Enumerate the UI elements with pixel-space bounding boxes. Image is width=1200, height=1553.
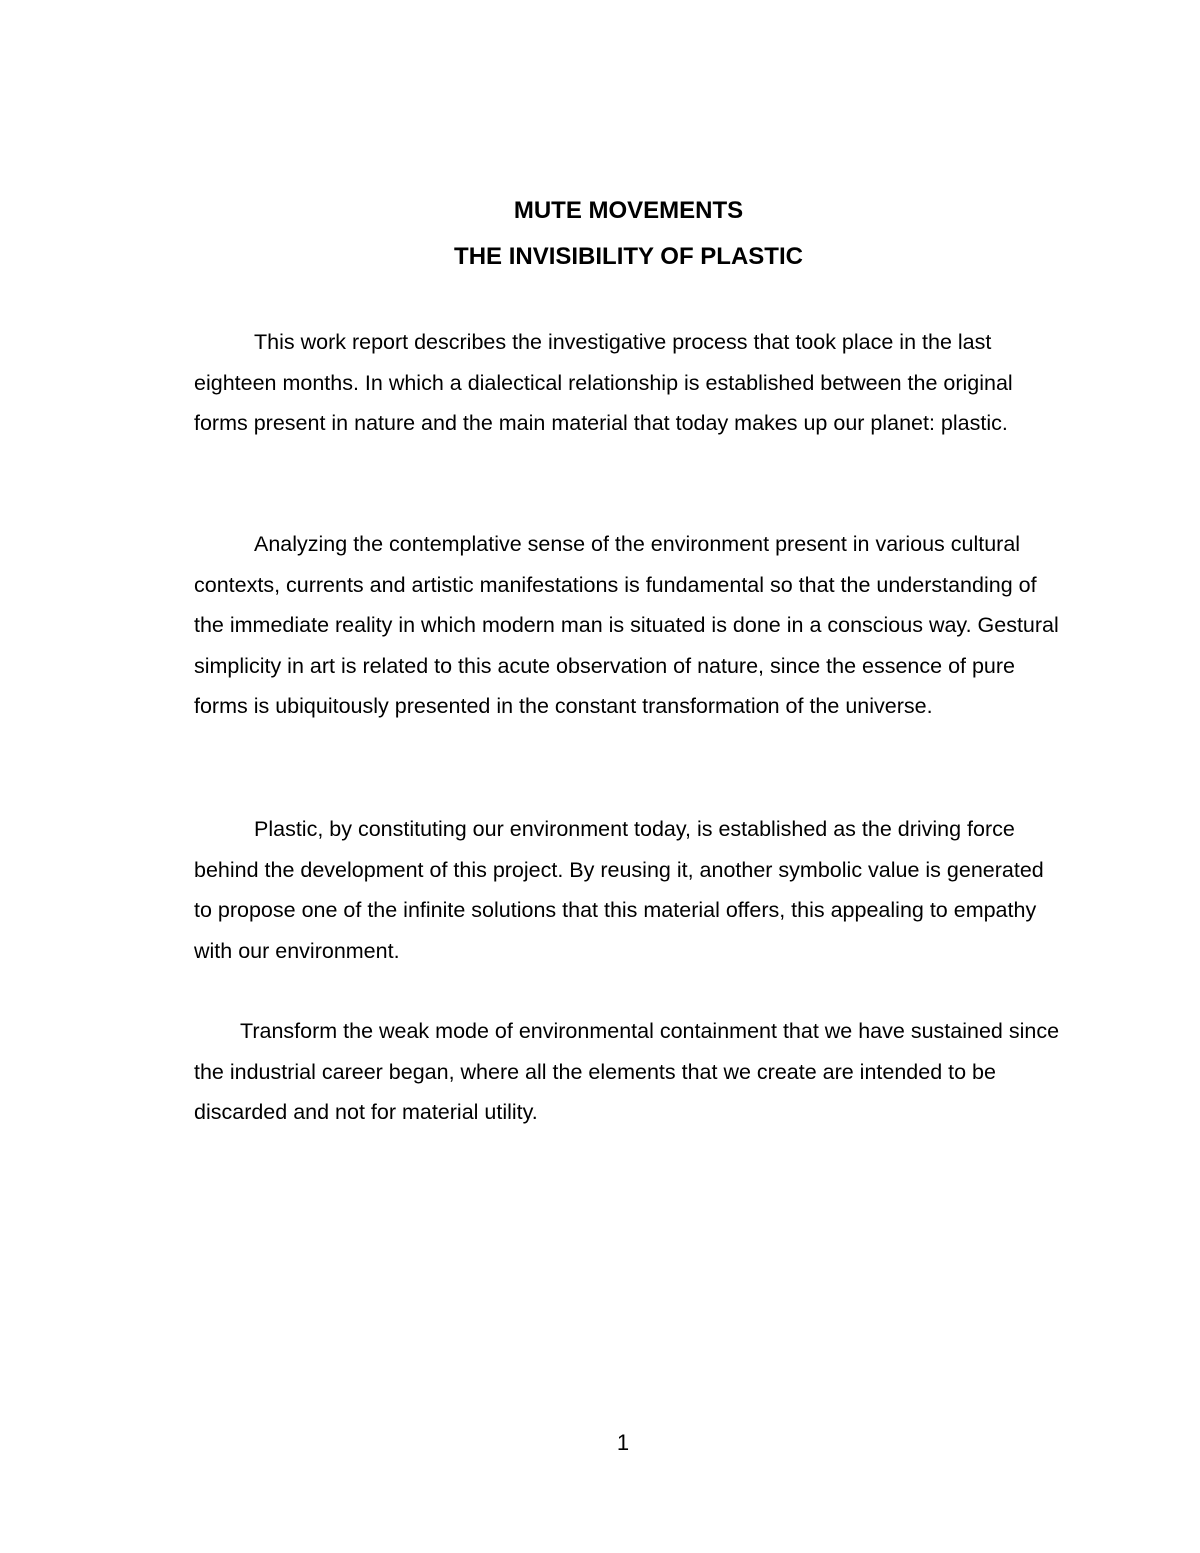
title-block xyxy=(0,188,1200,280)
document-subtitle: THE INVISIBILITY OF PLASTIC xyxy=(454,243,803,270)
document-title: MUTE MOVEMENTS xyxy=(513,197,744,224)
paragraph-3: Plastic, by constituting our environment today, is established as the driving force behind the development of this project. By reusing it, another symbolic value is generated to propose one of the infinite solutions that this material offers, this appealing to empathy with our environment. xyxy=(194,817,1044,963)
paragraph-4: Transform the weak mode of environmental containment that we have sustained since the industrial career began, where all the elements that we create are intended to be discarded and not for material utility. xyxy=(194,1019,1060,1124)
page-number: 1 xyxy=(616,1430,630,1455)
page-number-container xyxy=(0,1428,1200,1458)
paragraph-2: Analyzing the contemplative sense of the environment present in various cultural contexts, currents and artistic manifestations is fundamental so that the understanding of the immediate reality in which modern man is situated is done in a conscious way. Gestural simplicity in art is related to this acute observation of nature, since the essence of pure forms is ubiquitously presented in the constant transformation of the universe. xyxy=(194,532,1059,718)
paragraph-1: This work report describes the investigative process that took place in the last eighteen months. In which a dialectical relationship is established between the original forms present in nature and the main material that today makes up our planet: plastic. xyxy=(194,330,1013,435)
